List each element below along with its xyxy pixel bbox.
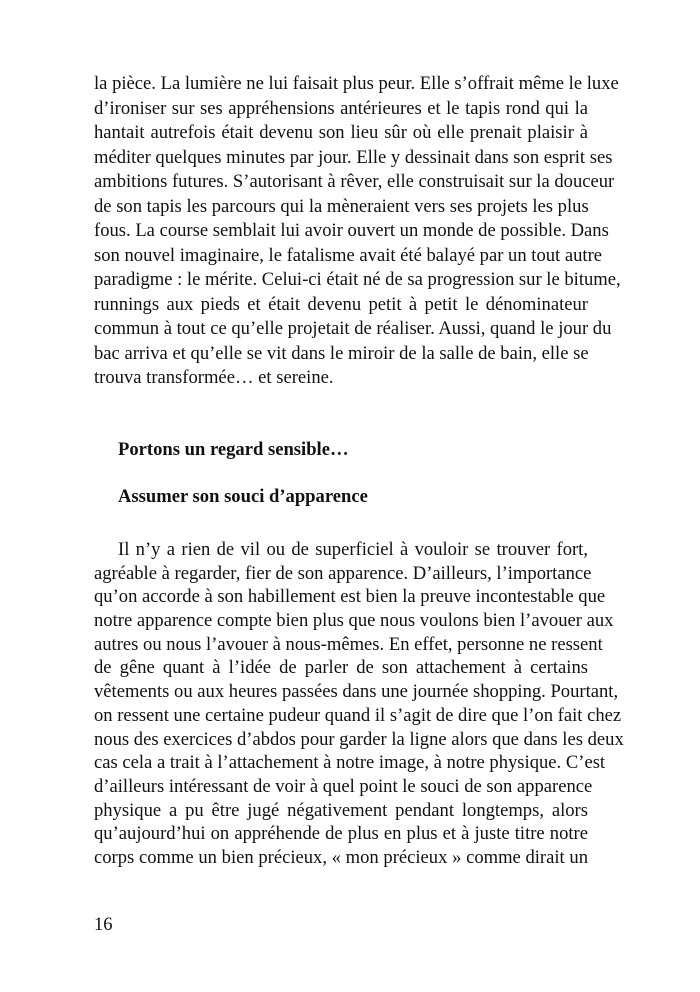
- text-line: de gêne quant à l’idée de parler de son attachement à certains: [94, 657, 588, 679]
- text-line: runnings aux pieds et était devenu petit à petit le dénominateur: [94, 293, 588, 315]
- text-line: fous. La course semblait lui avoir ouvert un monde de possible. Dans: [94, 220, 609, 241]
- text-line: Il n’y a rien de vil ou de superficiel à vouloir se trouver fort,: [118, 539, 588, 560]
- text-line: la pièce. La lumière ne lui faisait plus peur. Elle s’offrait même le luxe: [94, 73, 619, 94]
- text-line: physique a pu être jugé négativement pendant longtemps, alors: [94, 799, 588, 821]
- text-line: on ressent une certaine pudeur quand il s’agit de dire que l’on fait chez: [94, 704, 622, 726]
- paragraph-body: [94, 538, 624, 870]
- text-line: nous des exercices d’abdos pour garder la ligne alors que dans les deux: [94, 728, 624, 750]
- subsection-heading: Assumer son souci d’apparence: [118, 486, 368, 507]
- text-line: son nouvel imaginaire, le fatalisme avait été balayé par un tout autre: [94, 244, 603, 266]
- text-line: de son tapis les parcours qui la mèneraient vers ses projets les plus: [94, 195, 589, 217]
- text-line: bac arriva et qu’elle se vit dans le miroir de la salle de bain, elle se: [94, 342, 589, 364]
- text-line: commun à tout ce qu’elle projetait de réaliser. Aussi, quand le jour du: [94, 318, 612, 339]
- page-number: 16: [94, 914, 113, 935]
- text-line: d’ailleurs intéressant de voir à quel point le souci de son apparence: [94, 775, 593, 797]
- text-line: qu’aujourd’hui on appréhende de plus en plus et à juste titre notre: [94, 823, 588, 845]
- text-line: corps comme un bien précieux, « mon précieux » comme dirait un: [94, 846, 588, 868]
- text-line: méditer quelques minutes par jour. Elle y dessinait dans son esprit ses: [94, 146, 613, 168]
- text-line: qu’on accorde à son habillement est bien la preuve incontestable que: [94, 586, 606, 608]
- text-line: notre apparence compte bien plus que nous voulons bien l’avouer aux: [94, 610, 614, 632]
- text-line: d’ironiser sur ses appréhensions antérieures et le tapis rond qui la: [94, 97, 588, 119]
- text-line: agréable à regarder, fier de son apparence. D’ailleurs, l’importance: [94, 562, 592, 584]
- section-heading: Portons un regard sensible…: [118, 439, 349, 460]
- text-line: paradigme : le mérite. Celui-ci était né de sa progression sur le bitume,: [94, 269, 621, 290]
- text-line: hantait autrefois était devenu son lieu sûr où elle prenait plaisir à: [94, 122, 588, 143]
- text-line: vêtements ou aux heures passées dans une journée shopping. Pourtant,: [94, 681, 619, 703]
- text-line: trouva transformée… et sereine.: [94, 367, 334, 388]
- text-line: cas cela a trait à l’attachement à notre image, à notre physique. C’est: [94, 752, 606, 774]
- paragraph-continued: [94, 72, 621, 391]
- text-line: ambitions futures. S’autorisant à rêver, elle construisait sur la douceur: [94, 171, 615, 192]
- text-line: autres ou nous l’avouer à nous-mêmes. En effet, personne ne ressent: [94, 633, 603, 655]
